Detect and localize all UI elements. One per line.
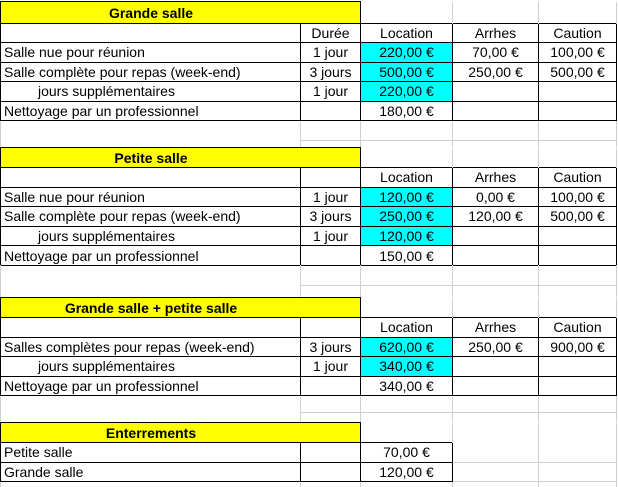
- caution-amount-cell[interactable]: 100,00 €: [539, 187, 617, 207]
- arrhes-amount-cell[interactable]: 120,00 €: [453, 207, 539, 227]
- item-label-cell[interactable]: Grande salle: [1, 462, 301, 482]
- caution-amount-cell[interactable]: [539, 376, 617, 396]
- table-row: [1, 357, 617, 377]
- location-amount-cell[interactable]: 150,00 €: [361, 246, 453, 266]
- table-row: [1, 376, 617, 396]
- gridline: [452, 121, 453, 148]
- location-amount-cell[interactable]: 250,00 €: [361, 207, 453, 227]
- item-label-cell[interactable]: jours supplémentaires: [1, 357, 301, 377]
- location-amount-cell[interactable]: 220,00 €: [361, 43, 453, 63]
- header-cell-corner[interactable]: [1, 318, 301, 338]
- section-title: Petite salle: [114, 149, 188, 166]
- empty-cell[interactable]: [453, 298, 539, 318]
- gridline: [452, 482, 453, 487]
- pricing-section-grande-plus-petite: [0, 297, 617, 396]
- section-table: [0, 147, 617, 266]
- table-row: [1, 187, 617, 207]
- gridline: [0, 121, 1, 148]
- header-cell-location[interactable]: Location: [361, 24, 453, 43]
- location-amount-cell[interactable]: 500,00 €: [361, 62, 453, 82]
- grid-gap: [0, 121, 617, 148]
- duration-cell[interactable]: [301, 376, 361, 396]
- empty-cell[interactable]: [453, 423, 539, 443]
- arrhes-amount-cell[interactable]: [453, 357, 539, 377]
- location-amount-cell[interactable]: 120,00 €: [361, 462, 453, 482]
- arrhes-amount-cell[interactable]: [453, 101, 539, 121]
- gridline: [616, 396, 617, 422]
- pricing-section-enterrements: [0, 422, 617, 482]
- arrhes-amount-cell[interactable]: 250,00 €: [453, 62, 539, 82]
- empty-cell[interactable]: [539, 298, 617, 318]
- duration-cell[interactable]: 1 jour: [301, 43, 361, 63]
- item-label-cell[interactable]: Petite salle: [1, 443, 301, 463]
- item-label-cell[interactable]: jours supplémentaires: [1, 82, 301, 102]
- item-label-cell[interactable]: Salle complète pour repas (week-end): [1, 62, 301, 82]
- duration-cell[interactable]: [301, 101, 361, 121]
- section-title-cell[interactable]: [1, 148, 361, 168]
- grid-gap: [0, 265, 617, 297]
- empty-cell[interactable]: [361, 2, 453, 24]
- caution-amount-cell[interactable]: 100,00 €: [539, 43, 617, 63]
- header-cell-corner[interactable]: [1, 168, 301, 188]
- gridline: [0, 396, 1, 422]
- empty-cell[interactable]: [361, 423, 453, 443]
- caution-amount-cell[interactable]: 900,00 €: [539, 337, 617, 357]
- duration-cell[interactable]: 1 jour: [301, 187, 361, 207]
- caution-amount-cell[interactable]: 500,00 €: [539, 62, 617, 82]
- gridline: [616, 482, 617, 487]
- gridline: [360, 482, 361, 487]
- location-amount-cell[interactable]: 120,00 €: [361, 226, 453, 246]
- grid-gap: [0, 396, 617, 422]
- empty-cell[interactable]: [361, 298, 453, 318]
- arrhes-amount-cell[interactable]: [453, 462, 539, 482]
- caution-amount-cell[interactable]: 500,00 €: [539, 207, 617, 227]
- gridline: [452, 265, 453, 297]
- gridline: [538, 396, 539, 422]
- header-cell-arrhes[interactable]: Arrhes: [453, 24, 539, 43]
- item-label-cell[interactable]: Nettoyage par un professionnel: [1, 101, 301, 121]
- item-label-cell[interactable]: Salle complète pour repas (week-end): [1, 207, 301, 227]
- duration-cell[interactable]: 3 jours: [301, 62, 361, 82]
- gridline: [616, 121, 617, 148]
- table-row: [1, 462, 617, 482]
- gridline: [300, 285, 616, 286]
- gridline: [300, 265, 301, 297]
- arrhes-amount-cell[interactable]: 70,00 €: [453, 43, 539, 63]
- duration-cell[interactable]: 3 jours: [301, 337, 361, 357]
- gridline: [300, 396, 301, 422]
- table-row: [1, 207, 617, 227]
- empty-cell[interactable]: [539, 148, 617, 168]
- section-title-cell[interactable]: [1, 423, 361, 443]
- header-cell-duree[interactable]: [301, 168, 361, 188]
- grid-gap: [0, 482, 617, 487]
- caution-amount-cell[interactable]: [539, 443, 617, 463]
- item-label-cell[interactable]: Salle nue pour réunion: [1, 43, 301, 63]
- duration-cell[interactable]: [301, 443, 361, 463]
- empty-cell[interactable]: [361, 148, 453, 168]
- caution-amount-cell[interactable]: [539, 357, 617, 377]
- table-row: [1, 337, 617, 357]
- section-table: [0, 422, 617, 482]
- location-amount-cell[interactable]: 340,00 €: [361, 376, 453, 396]
- table-row: [1, 101, 617, 121]
- header-cell-duree[interactable]: Durée: [301, 24, 361, 43]
- table-row: [1, 62, 617, 82]
- header-cell-corner[interactable]: [1, 24, 301, 43]
- gridline: [538, 121, 539, 148]
- empty-cell[interactable]: [453, 148, 539, 168]
- item-label-cell[interactable]: jours supplémentaires: [1, 226, 301, 246]
- section-title: Enterrements: [105, 424, 197, 441]
- gridline: [452, 396, 453, 422]
- location-amount-cell[interactable]: 340,00 €: [361, 357, 453, 377]
- header-cell-location[interactable]: Location: [361, 318, 453, 338]
- duration-cell[interactable]: 1 jour: [301, 357, 361, 377]
- table-row: [1, 43, 617, 63]
- caution-amount-cell[interactable]: [539, 462, 617, 482]
- item-label-cell[interactable]: Salle nue pour réunion: [1, 187, 301, 207]
- gridline: [538, 265, 539, 297]
- duration-cell[interactable]: [301, 246, 361, 266]
- header-cell-caution[interactable]: Caution: [539, 318, 617, 338]
- duration-cell[interactable]: 1 jour: [301, 82, 361, 102]
- duration-cell[interactable]: [301, 462, 361, 482]
- gridline: [300, 140, 616, 141]
- arrhes-amount-cell[interactable]: [453, 246, 539, 266]
- pricing-section-petite-salle: [0, 147, 617, 266]
- table-row: [1, 82, 617, 102]
- section-table: [0, 297, 617, 396]
- empty-cell[interactable]: [539, 423, 617, 443]
- header-cell-arrhes[interactable]: Arrhes: [453, 318, 539, 338]
- section-title-cell[interactable]: [1, 2, 361, 24]
- header-cell-location[interactable]: Location: [361, 168, 453, 188]
- location-amount-cell[interactable]: 120,00 €: [361, 187, 453, 207]
- gridline: [360, 396, 361, 422]
- gridline: [360, 265, 361, 297]
- gridline: [538, 482, 539, 487]
- section-table: [0, 1, 617, 121]
- section-title-cell[interactable]: [1, 298, 361, 318]
- item-label-cell[interactable]: Nettoyage par un professionnel: [1, 246, 301, 266]
- location-amount-cell[interactable]: 220,00 €: [361, 82, 453, 102]
- gridline: [0, 265, 1, 297]
- arrhes-amount-cell[interactable]: [453, 82, 539, 102]
- arrhes-amount-cell[interactable]: 0,00 €: [453, 187, 539, 207]
- caution-amount-cell[interactable]: [539, 101, 617, 121]
- location-amount-cell[interactable]: 70,00 €: [361, 443, 453, 463]
- gridline: [300, 482, 301, 487]
- duration-cell[interactable]: 1 jour: [301, 226, 361, 246]
- gridline: [300, 121, 301, 148]
- table-row: [1, 443, 617, 463]
- arrhes-amount-cell[interactable]: [453, 376, 539, 396]
- item-label-cell[interactable]: Nettoyage par un professionnel: [1, 376, 301, 396]
- item-label-cell[interactable]: Salles complètes pour repas (week-end): [1, 337, 301, 357]
- table-row: [1, 226, 617, 246]
- arrhes-amount-cell[interactable]: [453, 443, 539, 463]
- gridline: [360, 121, 361, 148]
- arrhes-amount-cell[interactable]: [453, 226, 539, 246]
- gridline: [300, 412, 616, 413]
- caution-amount-cell[interactable]: [539, 226, 617, 246]
- caution-amount-cell[interactable]: [539, 246, 617, 266]
- header-cell-caution[interactable]: Caution: [539, 168, 617, 188]
- arrhes-amount-cell[interactable]: 250,00 €: [453, 337, 539, 357]
- caution-amount-cell[interactable]: [539, 82, 617, 102]
- duration-cell[interactable]: 3 jours: [301, 207, 361, 227]
- location-amount-cell[interactable]: 620,00 €: [361, 337, 453, 357]
- pricing-section-grande-salle: [0, 1, 617, 121]
- gridline: [0, 482, 1, 487]
- empty-cell[interactable]: [453, 2, 539, 24]
- header-cell-arrhes[interactable]: Arrhes: [453, 168, 539, 188]
- location-amount-cell[interactable]: 180,00 €: [361, 101, 453, 121]
- header-cell-caution[interactable]: Caution: [539, 24, 617, 43]
- section-title: Grande salle + petite salle: [64, 299, 238, 316]
- gridline: [616, 265, 617, 297]
- empty-cell[interactable]: [539, 2, 617, 24]
- header-cell-duree[interactable]: [301, 318, 361, 338]
- table-row: [1, 246, 617, 266]
- section-title: Grande salle: [108, 4, 194, 21]
